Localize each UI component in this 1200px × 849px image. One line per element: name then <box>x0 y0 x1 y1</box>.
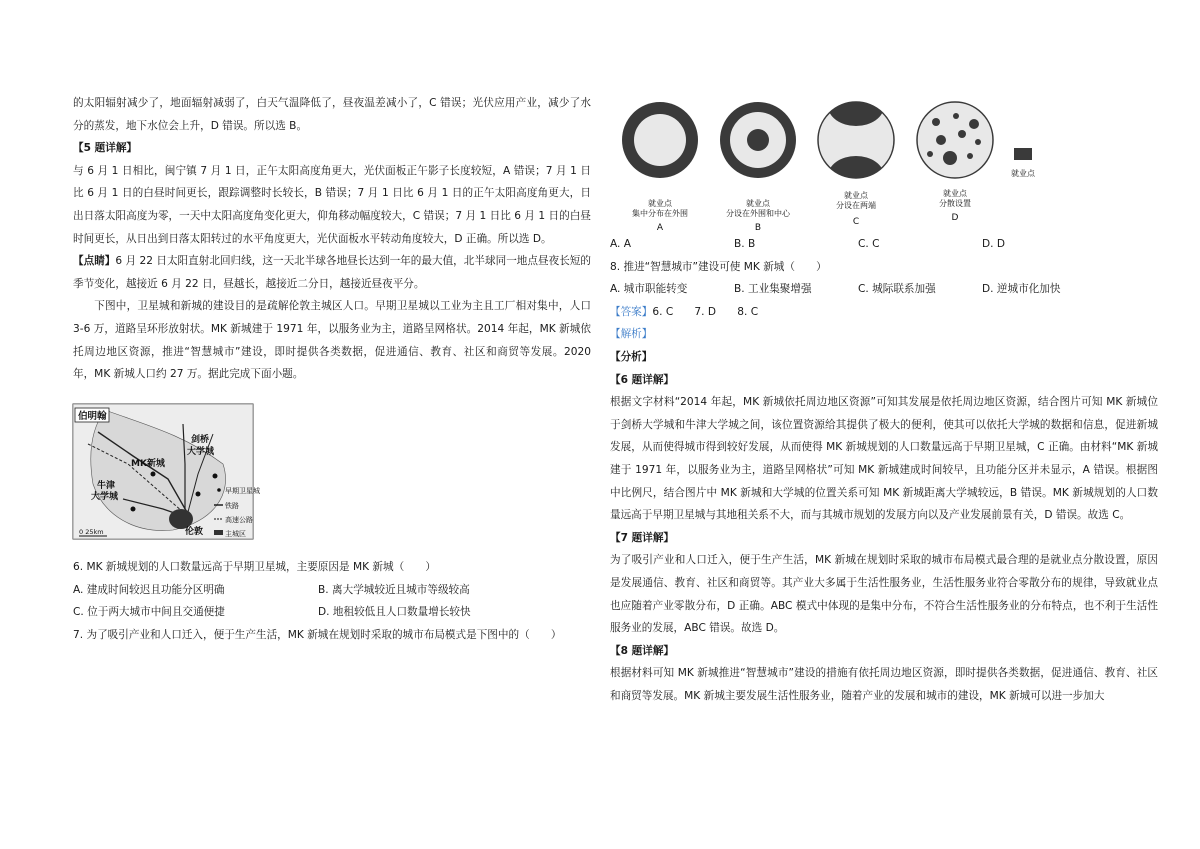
map-label-oxford: 牛津 <box>97 481 116 491</box>
paragraph-q8-detail: 根据材料可知 MK 新城推进“智慧城市”建设的措施有依托周边地区资源，即时提供各类数据，促进通信、教育、社区和商贸等发展。MK 新城主要发展生活性服务业，随着产业的发展和城市的建设，MK 新城可以进一步加大 <box>610 667 1158 702</box>
heading-q7-detail: 【7 题详解】 <box>610 531 675 544</box>
answer-label: 【答案】 <box>610 305 653 318</box>
pattern-d <box>917 102 993 223</box>
paragraph-q5-detail: 与 6 月 1 日相比，闽宁镇 7 月 1 日，正午太阳高度角更大，光伏面板正午影子长度较短，A 错误；7 月 1 日比 6 月 1 日的白昼时间更长，跟踪调整时长较长，B 错误；7 月 1 日比 6 月 1 日的正午太阳高度角更大，日出日落太阳高度为零，一天中太阳高度角变化更大，仰角移动幅度较大，C 错误；7 月 1 日比 6 月 1 日的白昼时间更长，从日出到日落太阳转过的水平角度更大，光伏面板水平转动角度较大，D 正确。所以选 D。 <box>73 164 591 245</box>
paragraph-q4-end: 的太阳辐射减少了，地面辐射减弱了，白天气温降低了，昼夜温差减小了，C 错误；光伏应用产业，减少了水分的蒸发，地下水位会上升，D 错误。所以选 B。 <box>73 97 591 132</box>
svg-text:B: B <box>754 223 762 233</box>
question-7-options <box>610 233 1158 256</box>
heading-q6-detail: 【6 题详解】 <box>610 373 675 386</box>
legend-satellite: 早期卫星城 <box>225 487 260 495</box>
svg-text:就业点: 就业点 <box>943 189 967 198</box>
svg-text:就业点: 就业点 <box>844 191 868 200</box>
svg-text:A: A <box>656 223 664 233</box>
q6-option-d: D. 地租较低且人口数量增长较快 <box>318 606 471 619</box>
pattern-c-letter: C <box>852 217 860 227</box>
london-region-map <box>73 404 260 539</box>
map-label-cambridge: 剑桥 <box>191 435 210 445</box>
heading-fenxi: 【分析】 <box>610 350 653 363</box>
question-8-options <box>610 278 1158 301</box>
left-questions <box>73 556 591 646</box>
question-6: 6. MK 新城规划的人口数量远高于早期卫星城，主要原因是 MK 新城（ ） <box>73 561 436 573</box>
q7-option-b: B. B <box>734 238 756 250</box>
paragraph-q7-detail: 为了吸引产业和人口迁入，便于生产生活，MK 新城在规划时采取的城市布局模式最合理的是就业点分散设置，原因是发展通信、教育、社区和商贸等。其产业大多属于生活性服务业，生活性服务业符合零散分布的规律，导致就业点也应随着产业零散分布，D 正确。ABC 模式中体现的是集中分布，不符合生活性服务业的分布特点，也不利于生活性服务业的发展，ABC 错误。故选 D。 <box>610 554 1158 635</box>
question-7: 7. 为了吸引产业和人口迁入，便于生产生活，MK 新城在规划时采取的城市布局模式是下图中的（ ） <box>73 628 562 641</box>
left-column <box>73 92 591 386</box>
legend-railway: 铁路 <box>225 502 239 510</box>
legend-job-site-swatch <box>1014 148 1032 160</box>
heading-jiexi: 【解析】 <box>610 328 653 341</box>
legend-main-city: 主城区 <box>225 530 246 538</box>
london-main-city <box>169 509 193 529</box>
q7-option-d: D. D <box>982 238 1006 250</box>
map-label-london: 伦敦 <box>185 527 204 537</box>
legend-job-site-label: 就业点 <box>1011 169 1035 178</box>
legend-highway: 高速公路 <box>225 516 253 524</box>
dianjing-label: 【点睛】 <box>73 255 116 268</box>
pattern-b <box>720 102 796 233</box>
svg-text:就业点: 就业点 <box>648 199 672 208</box>
q6-option-a: A. 建成时间较迟且功能分区明确 <box>73 583 225 596</box>
svg-text:就业点: 就业点 <box>746 199 770 208</box>
map-label-birmingham: 伯明翰 <box>78 411 107 422</box>
q6-option-b: B. 离大学城较近且城市等级较高 <box>318 583 470 596</box>
svg-text:D: D <box>951 213 959 223</box>
svg-text:分设在外围和中心: 分设在外围和中心 <box>726 209 790 218</box>
right-column <box>610 233 1158 707</box>
paragraph-material: 下图中，卫星城和新城的建设目的是疏解伦敦主城区人口。早期卫星城以工业为主且工厂相对集中，人口 3-6 万，道路呈环形放射状。MK 新城建于 1971 年，以服务业为主，道路呈网格状。2014 年起，MK 新城依托周边地区资源，推进“智慧城市”建设，即时提供各类数据，促进通信、教育、社区和商贸等发展。2020 年，MK 新城人口约 27 万。据此完成下面小题。 <box>73 300 591 381</box>
answer-line <box>610 301 1158 324</box>
map-label-mk: MK新城 <box>131 459 165 469</box>
q8-option-b: B. 工业集聚增强 <box>734 283 812 296</box>
paragraph-dianjing <box>73 250 591 295</box>
heading-q8-detail: 【8 题详解】 <box>610 644 675 657</box>
layout-patterns-figure <box>618 100 1058 238</box>
map-label-oxford-university: 大学城 <box>91 492 119 502</box>
svg-text:分设在两端: 分设在两端 <box>836 201 876 210</box>
dianjing-text: 6 月 22 日太阳直射北回归线，这一天北半球各地昼长达到一年的最大值，北半球同一地点昼夜长短的季节变化，越接近 6 月 22 日，昼越长，越接近二分日，越接近昼夜平分。 <box>73 255 591 290</box>
q7-option-a: A. A <box>610 238 632 250</box>
question-6-options-row1 <box>73 579 591 602</box>
question-6-options-row2 <box>73 601 591 624</box>
svg-text:集中分布在外围: 集中分布在外围 <box>632 209 688 218</box>
q8-option-c: C. 城际联系加强 <box>858 283 936 296</box>
question-8: 8. 推进“智慧城市”建设可使 MK 新城（ ） <box>610 260 827 273</box>
paragraph-q6-detail: 根据文字材料“2014 年起，MK 新城依托周边地区资源”可知其发展是依托周边地区资源，结合图片可知 MK 新城位于剑桥大学城和牛津大学城之间，该位置资源给其提供了极大的便利，使其可以依托大学城的数据和信息，促进新城发展，从而使得城市得到较好发展，从而使得 MK 新城规划的人口数量远高于早期卫星城，C 正确。由材料“MK 新城建于 1971 年，以服务业为主，道路呈网格状”可知 MK 新城建成时间较早，且功能分区并未显示，A 错误。根据图中比例尺，结合图片中 MK 新城和大学城的位置关系可知 MK 新城距离大学城较远，B 错误。MK 新城规划的人口数量远高于早期卫星城与其地租关系不大，而与其城市规划的发展方向以及产业发展前景有关，D 错误。故选 C。 <box>610 396 1158 522</box>
pattern-c <box>818 86 894 210</box>
svg-text:分散设置: 分散设置 <box>939 199 971 208</box>
answer-text: 6. C 7. D 8. C <box>652 305 759 318</box>
q8-option-a: A. 城市职能转变 <box>610 283 688 296</box>
pattern-a <box>622 102 698 233</box>
q8-option-d: D. 逆城市化加快 <box>982 283 1061 296</box>
map-label-cambridge-university: 大学城 <box>187 447 215 457</box>
q6-option-c: C. 位于两大城市中间且交通便捷 <box>73 606 225 619</box>
q7-option-c: C. C <box>858 238 880 250</box>
heading-q5-detail: 【5 题详解】 <box>73 142 138 155</box>
map-scale: 0 25km <box>79 528 104 536</box>
